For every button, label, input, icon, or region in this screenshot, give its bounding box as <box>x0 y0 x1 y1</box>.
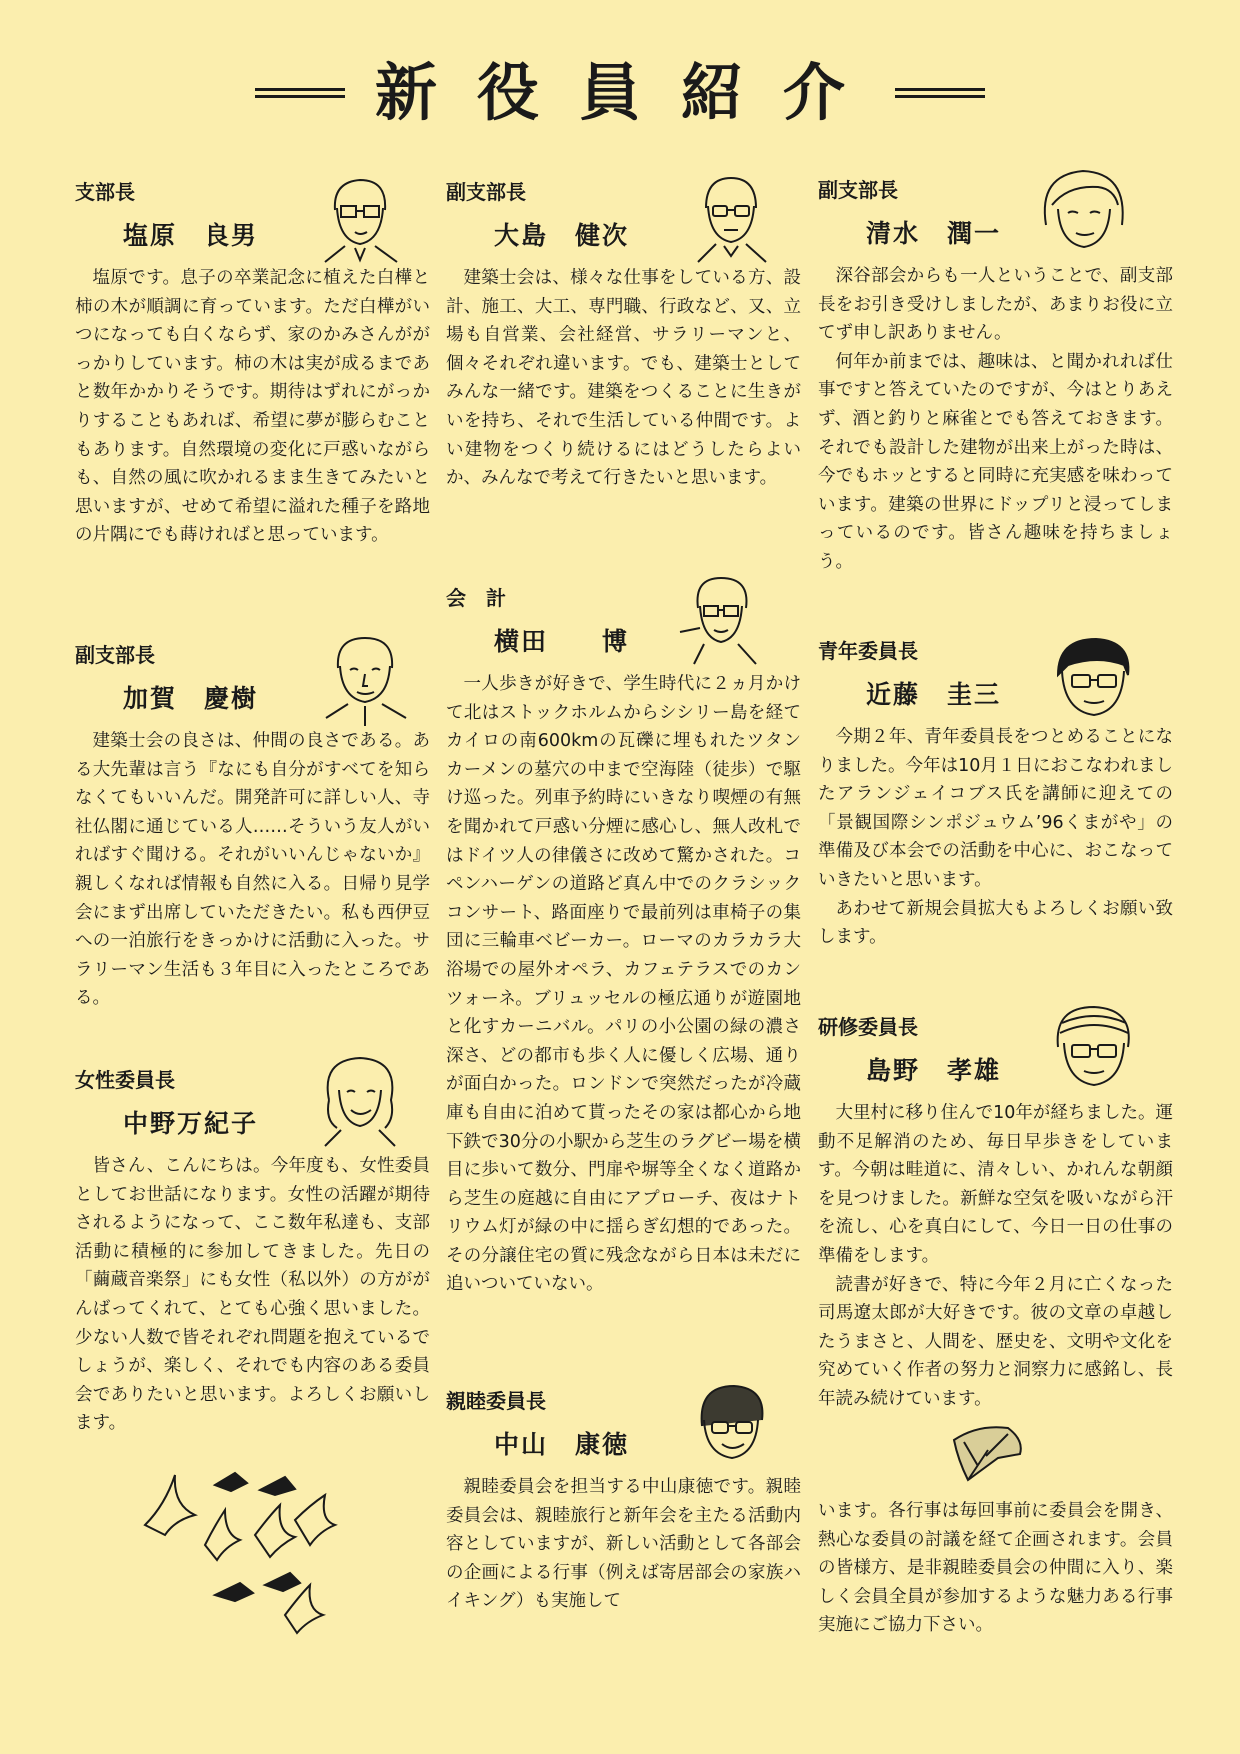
role-label: 会 計 <box>446 586 506 610</box>
profile-text: 大里村に移り住んで10年が経ちました。運動不足解消のため、毎日早歩きをしています。今朝は畦道に、清々しい、かれんな朝顔を見つけました。新鮮な空気を吸いながら汗を流し、心を真白にして、今日一日の仕事の準備をします。 <box>818 1103 1173 1266</box>
profile-text: 親睦委員会を担当する中山康徳です。親睦委員会は、親睦旅行と新年会を主たる活動内容としていますが、新しい活動として各部会の企画による行事（例えば寄居部会の家族ハイキング）も実施して <box>446 1477 801 1612</box>
portrait-sketch-icon <box>1048 635 1138 735</box>
role-label: 副支部長 <box>446 180 526 204</box>
profile-text: 深谷部会からも一人ということで、副支部長をお引き受けしましたが、あまりお役に立てず申し訳ありません。 <box>818 266 1173 344</box>
profile-text: います。各行事は毎回事前に委員会を開き、熱心な委員の討議を経て企画されます。会員の皆様方、是非親睦委員会の仲間に入り、楽しく会員全員が参加するような魅力ある行事実施にご協力下さい。 <box>818 1501 1173 1636</box>
profile-text: 一人歩きが好きで、学生時代に２ヵ月かけて北はストックホルムからシシリー島を経てカイロの南600kmの瓦礫に埋もれたツタンカーメンの墓穴の中まで空海陸（徒歩）で駆け巡った。列車予約時にいきなり喫煙の有無を聞かれて戸惑い分煙に感心し、無人改札ではドイツ人の律儀さに改めて驚かされた。コペンハーゲンの道路ど真ん中でのクラシックコンサート、路面座りで最前列は車椅子の集団に三輪車ベビーカー。ローマのカラカラ大浴場での屋外オペラ、カフェテラスでのカンツォーネ。ブリュッセルの極広通りが遊園地と化すカーニバル。パリの小公園の緑の濃さ深さ、どの都市も歩く人に優しく広場、通りが面白かった。ロンドンで突然だったが冷蔵庫も自由に泊めて貰ったその家は都心から地下鉄で30分の小駅から芝生のラグビー場を横目に歩いて数分、門扉や塀等全くなく道路から芝生の庭越に自由にアプローチ、夜はナトリウム灯が緑の中に揺らぎ幻想的であった。その分譲住宅の質に残念ながら日本は未だに追いついていない。 <box>446 674 801 1295</box>
page-title: 新役員紹介 <box>374 56 885 129</box>
portrait-sketch-icon <box>315 1050 405 1150</box>
profile-text: 塩原です。息子の卒業記念に植えた白樺と柿の木が順調に育っています。ただ白樺がいつになっても白くならず、家のかみさんががっかりしています。柿の木は実が成るまであと数年かかりそうです。期待はずれにがっかりすることもあれば、希望に夢が膨らむこともあります。自然環境の変化に戸惑いながらも、自然の風に吹かれるまま生きてみたいと思いますが、せめて希望に溢れた種子を路地の片隅にでも蒔ければと思っています。 <box>75 268 430 546</box>
person-name: 近藤 圭三 <box>866 680 1002 709</box>
portrait-sketch-icon <box>1038 165 1128 265</box>
profile-text: 読書が好きで、特に今年２月に亡くなった司馬遼太郎が大好きです。彼の文章の卓越したうまさと、人間を、歴史を、文明や文化を究めていく作者の努力と洞察力に感銘し、長年読み続けています。 <box>818 1274 1173 1409</box>
profile-text: あわせて新規会員拡大もよろしくお願い致します。 <box>818 898 1173 948</box>
portrait-sketch-icon <box>686 1380 776 1480</box>
person-name: 塩原 良男 <box>123 221 259 250</box>
role-label: 副支部長 <box>75 643 155 667</box>
column-right <box>818 0 1173 1754</box>
role-label: 支部長 <box>75 180 135 204</box>
person-name: 清水 潤一 <box>866 219 1002 248</box>
profile-text: 建築士会は、様々な仕事をしている方、設計、施工、大工、専門職、行政など、又、立場も自営業、会社経営、サラリーマンと、個々それぞれ違います。でも、建築士としてみんな一緒です。建築をつくることに生きがいを持ち、それで生活している仲間です。よい建物をつくり続けるにはどうしたらよいか、みんなで考えて行きたいと思います。 <box>446 268 801 489</box>
role-label: 青年委員長 <box>818 639 918 663</box>
person-name: 大島 健次 <box>494 221 630 250</box>
birds-illustration <box>135 1465 345 1640</box>
person-name: 中野万紀子 <box>123 1109 259 1138</box>
role-label: 親睦委員長 <box>446 1389 546 1413</box>
role-label: 副支部長 <box>818 178 898 202</box>
role-label: 研修委員長 <box>818 1015 918 1039</box>
profile-text: 皆さん、こんにちは。今年度も、女性委員としてお世話になります。女性の活躍が期待されるようになって、ここ数年私達も、支部活動に積極的に参加してきました。先日の「繭蔵音楽祭」にも女性（私以外）の方ががんばってくれて、とても心強く思いました。少ない人数で皆それぞれ問題を抱えているでしょうが、楽しく、それでも内容のある委員会でありたいと思います。よろしくお願いします。 <box>75 1156 430 1434</box>
role-label: 女性委員長 <box>75 1068 175 1092</box>
portrait-sketch-icon <box>686 170 776 270</box>
portrait-sketch-icon <box>315 170 405 270</box>
portrait-sketch-icon <box>320 630 410 730</box>
portrait-sketch-icon <box>1048 1003 1138 1103</box>
profile-text: 建築士会の良さは、仲間の良さである。ある大先輩は言う『なにも自分がすべてを知らなくてもいいんだ。開発許可に詳しい人、寺社仏閣に通じている人……そういう友人がいればすぐ聞ける。それがいいんじゃないか』親しくなれば情報も自然に入る。日帰り見学会にまず出席していただきたい。私も西伊豆への一泊旅行をきっかけに活動に入った。サラリーマン生活も３年目に入ったところである。 <box>75 731 430 1009</box>
person-name: 中山 康徳 <box>494 1430 630 1459</box>
person-name: 横田 博 <box>494 627 630 656</box>
person-name: 島野 孝雄 <box>866 1056 1002 1085</box>
profile-text: 何年か前までは、趣味は、と聞かれれば仕事ですと答えていたのですが、今はとりあえず、酒と釣りと麻雀とでも答えておきます。それでも設計した建物が出来上がった時は、今でもホッとすると同時に充実感を味わっています。建築の世界にドップリと浸ってしまっているのです。皆さん趣味を持ちましょう。 <box>818 351 1173 572</box>
profile-text: 今期２年、青年委員長をつとめることになりました。今年は10月１日におこなわれましたアランジェイコブス氏を講師に迎えての「景観国際シンポジュウム’96くまがや」の準備及び本会での活動を中心に、おこなっていきたいと思います。 <box>818 727 1173 890</box>
column-left <box>75 0 430 1754</box>
person-name: 加賀 慶樹 <box>123 684 259 713</box>
profile-yokota <box>446 584 801 1299</box>
column-center <box>446 0 801 1754</box>
profile-nakayama-continued <box>818 1487 1173 1640</box>
ginkgo-leaf-icon <box>948 1420 1028 1486</box>
portrait-sketch-icon <box>676 572 766 672</box>
